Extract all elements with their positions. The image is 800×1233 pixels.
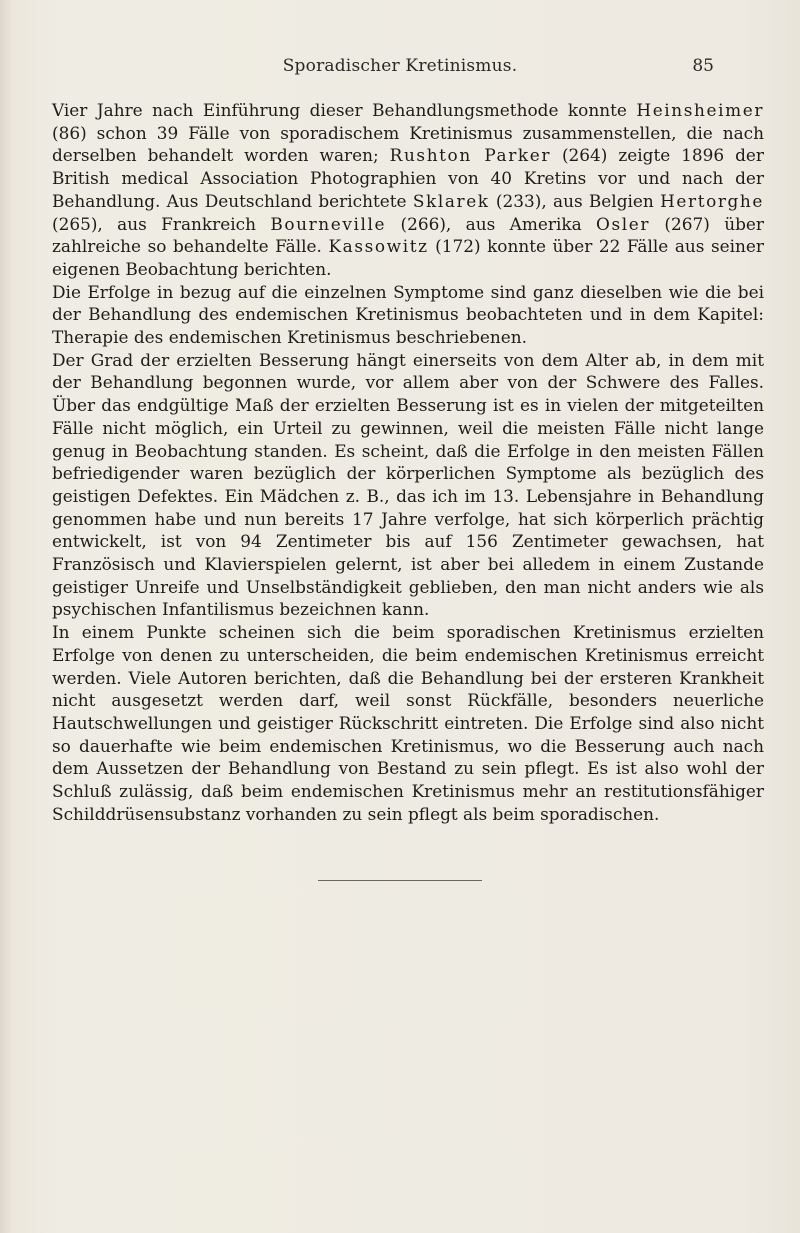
footnote-rule bbox=[318, 880, 482, 881]
author-name: Bourneville bbox=[270, 213, 387, 234]
running-head bbox=[0, 56, 800, 80]
text-run: (172) konnte über 22 Fälle aus seiner eigenen Beobachtung berichten. bbox=[52, 236, 764, 279]
author-name: Osler bbox=[596, 213, 651, 234]
text-run: In einem Punkte scheinen sich die beim sporadischen Kretinismus erzielten Erfolge von denen zu unterscheiden, die beim endemischen Kretinismus erreicht werden. Viele Autoren berichten, daß die Behandlung bei der ersteren Krankheit nicht ausgesetzt werden darf, weil sonst Rückfälle, besonders neuerliche Hautschwellungen und geistiger Rückschritt eintreten. Die Erfolge sind also nicht so dauerhafte wie beim endemischen Kretinismus, wo die Besserung auch nach dem Aussetzen der Behandlung von Bestand zu sein pflegt. Es ist also wohl der Schluß zulässig, daß beim endemischen Kretinismus mehr an restitutionsfähiger Schilddrüsensubstanz vorhanden zu sein pflegt als beim sporadischen. bbox=[52, 622, 764, 824]
body-text bbox=[52, 99, 764, 826]
text-run: Der Grad der erzielten Besserung hängt einerseits von dem Alter ab, in dem mit der Behandlung begonnen wurde, vor allem aber von der Schwere des Falles. Über das endgültige Maß der erzielten Besserung ist es in vielen der mitgeteilten Fälle nicht möglich, ein Urteil zu gewinnen, weil die meisten Fälle nicht lange genug in Beobachtung standen. Es scheint, daß die Erfolge in den meisten Fällen befriedigender waren bezüglich der körperlichen Symptome als bezüglich des geistigen Defektes. Ein Mädchen z. B., das ich im 13. Lebensjahre in Behandlung genommen habe und nun bereits 17 Jahre verfolge, hat sich körperlich prächtig entwickelt, ist von 94 Zentimeter bis auf 156 Zentimeter gewachsen, hat Französisch und Klavierspielen gelernt, ist aber bei alledem in einem Zustande geistiger Unreife und Unselbständigkeit geblieben, den man nicht anders wie als psychischen Infantilismus bezeichnen kann. bbox=[52, 349, 764, 620]
author-name: Kassowitz bbox=[328, 236, 429, 257]
paragraph bbox=[52, 99, 764, 281]
author-name: Rushton Parker bbox=[389, 145, 552, 166]
running-title: Sporadischer Kretinismus. bbox=[282, 56, 518, 76]
text-run: (233), aus Belgien bbox=[489, 190, 661, 211]
text-run: (266), aus Amerika bbox=[386, 213, 597, 234]
page-number: 85 bbox=[692, 56, 714, 76]
text-run: (86) schon 39 Fälle von sporadischem Kretinismus zusammenstellen, die nach derselben behandelt worden waren; bbox=[52, 122, 764, 166]
text-run: (265), aus Frankreich bbox=[52, 213, 271, 234]
paragraph bbox=[52, 621, 764, 825]
paragraph bbox=[52, 349, 764, 621]
text-run: (264) zeigte 1896 der British medical Association Photographien von 40 Kretins vor und nach der Behandlung. Aus Deutschland berichtete bbox=[52, 145, 764, 211]
text-run: Die Erfolge in bezug auf die einzelnen Symptome sind ganz dieselben wie die bei der Behandlung des endemischen Kretinismus beobachteten und in dem Kapitel: Therapie des endemischen Kretinismus beschriebenen. bbox=[52, 281, 764, 348]
text-run: Vier Jahre nach Einführung dieser Behandlungsmethode konnte bbox=[52, 100, 637, 120]
paragraph bbox=[52, 281, 764, 349]
author-name: Hertorghe bbox=[660, 190, 765, 211]
author-name: Sklarek bbox=[412, 190, 490, 211]
author-name: Heinsheimer bbox=[636, 100, 764, 120]
text-run: (267) über zahlreiche so behandelte Fälle. bbox=[52, 213, 764, 257]
